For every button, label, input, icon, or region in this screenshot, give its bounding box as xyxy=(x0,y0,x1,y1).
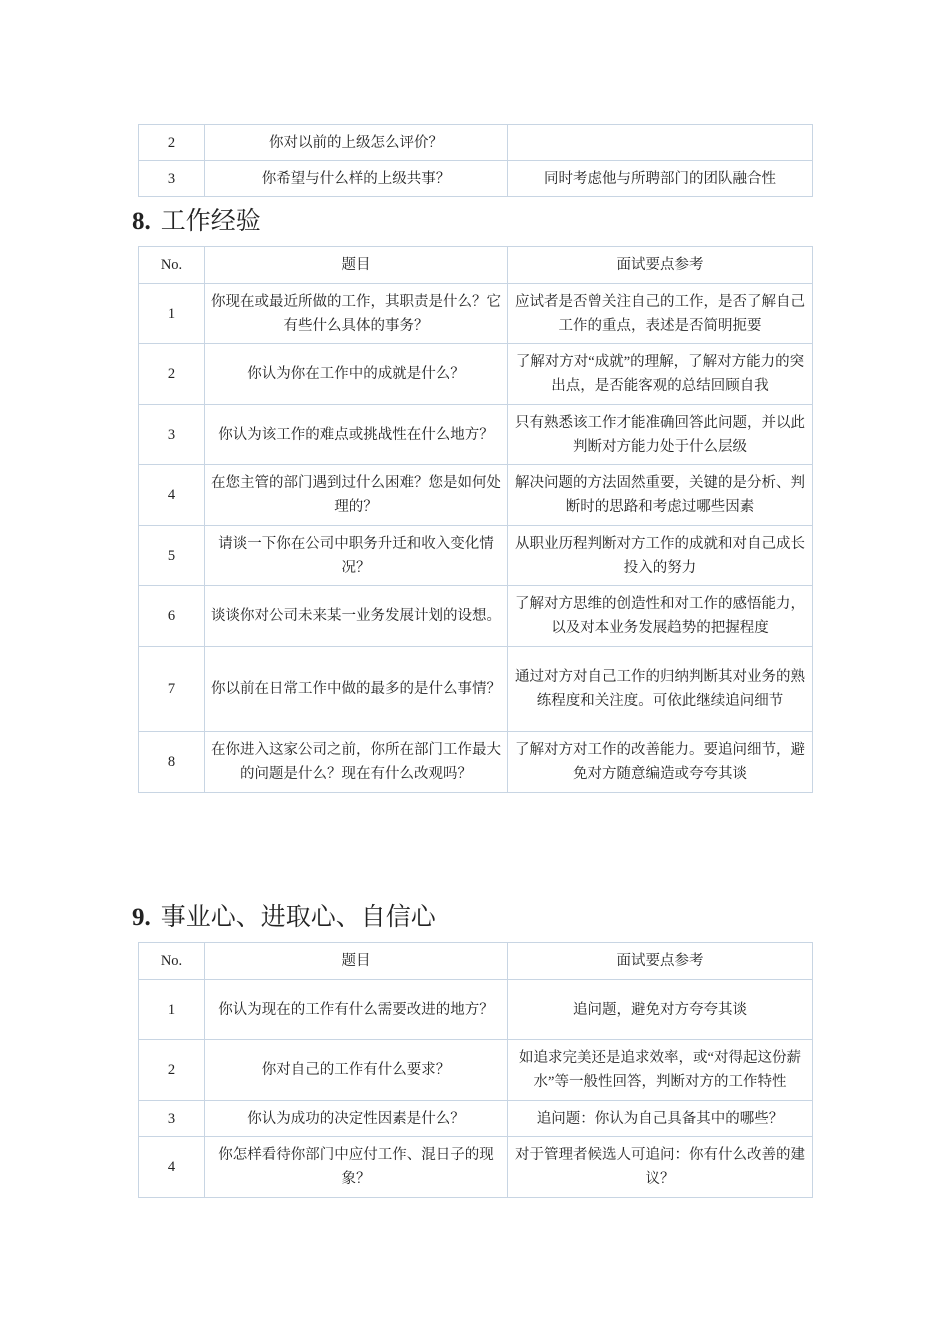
section-number: 8 xyxy=(132,208,145,235)
row-number: 4 xyxy=(139,465,205,526)
table-row xyxy=(139,344,813,405)
question-cell: 你希望与什么样的上级共事？ xyxy=(205,161,508,197)
section-title: 事业心、进取心、自信心 xyxy=(160,902,436,931)
table-body xyxy=(139,247,813,793)
row-number: 5 xyxy=(139,526,205,586)
table-row xyxy=(139,732,813,793)
reference-cell: 解决问题的方法固然重要，关键的是分析、判断时的思路和考虑过哪些因素 xyxy=(508,465,813,526)
question-cell: 你对以前的上级怎么评价？ xyxy=(205,125,508,161)
table-row xyxy=(139,125,813,161)
reference-cell: 了解对方对工作的改善能力。要追问细节，避免对方随意编造或夸夸其谈 xyxy=(508,732,813,793)
header-question: 题目 xyxy=(205,943,508,980)
reference-cell: 通过对方对自己工作的归纳判断其对业务的熟练程度和关注度。可依此继续追问细节 xyxy=(508,647,813,732)
row-number: 3 xyxy=(139,161,205,197)
row-number: 3 xyxy=(139,1101,205,1137)
table-row xyxy=(139,465,813,526)
question-cell: 在您主管的部门遇到过什么困难？您是如何处理的？ xyxy=(205,465,508,526)
question-cell: 请谈一下你在公司中职务升迁和收入变化情况？ xyxy=(205,526,508,586)
section-separator: . xyxy=(144,904,151,931)
table-row xyxy=(139,1101,813,1137)
reference-cell: 从职业历程判断对方工作的成就和对自己成长投入的努力 xyxy=(508,526,813,586)
section-8-heading xyxy=(132,206,261,237)
question-cell: 你认为你在工作中的成就是什么？ xyxy=(205,344,508,405)
table-row xyxy=(139,284,813,344)
row-number: 1 xyxy=(139,980,205,1040)
question-cell: 你认为现在的工作有什么需要改进的地方？ xyxy=(205,980,508,1040)
header-no: No. xyxy=(139,247,205,284)
header-no: No. xyxy=(139,943,205,980)
row-number: 1 xyxy=(139,284,205,344)
table-header-row xyxy=(139,247,813,284)
table-row xyxy=(139,526,813,586)
reference-cell: 追问题：你认为自己具备其中的哪些？ xyxy=(508,1101,813,1137)
row-number: 6 xyxy=(139,586,205,647)
table-row xyxy=(139,161,813,197)
table-header-row xyxy=(139,943,813,980)
table-row xyxy=(139,405,813,465)
row-number: 2 xyxy=(139,1040,205,1101)
reference-cell: 了解对方思维的创造性和对工作的感悟能力，以及对本业务发展趋势的把握程度 xyxy=(508,586,813,647)
row-number: 7 xyxy=(139,647,205,732)
question-cell: 你以前在日常工作中做的最多的是什么事情？ xyxy=(205,647,508,732)
row-number: 4 xyxy=(139,1137,205,1198)
section-title: 工作经验 xyxy=(160,206,261,235)
question-cell: 你对自己的工作有什么要求？ xyxy=(205,1040,508,1101)
row-number: 3 xyxy=(139,405,205,465)
header-reference: 面试要点参考 xyxy=(508,943,813,980)
motivation-table xyxy=(138,942,813,1198)
table-row xyxy=(139,1137,813,1198)
table-body xyxy=(139,943,813,1198)
reference-cell: 对于管理者候选人可追问：你有什么改善的建议？ xyxy=(508,1137,813,1198)
table-row xyxy=(139,586,813,647)
reference-cell: 应试者是否曾关注自己的工作，是否了解自己工作的重点，表述是否简明扼要 xyxy=(508,284,813,344)
reference-cell: 同时考虑他与所聘部门的团队融合性 xyxy=(508,161,813,197)
question-cell: 在你进入这家公司之前，你所在部门工作最大的问题是什么？现在有什么改观吗？ xyxy=(205,732,508,793)
reference-cell: 如追求完美还是追求效率，或“对得起这份薪水”等一般性回答，判断对方的工作特性 xyxy=(508,1040,813,1101)
question-cell: 谈谈你对公司未来某一业务发展计划的设想。 xyxy=(205,586,508,647)
row-number: 2 xyxy=(139,344,205,405)
header-reference: 面试要点参考 xyxy=(508,247,813,284)
table-row xyxy=(139,1040,813,1101)
row-number: 8 xyxy=(139,732,205,793)
work-experience-table xyxy=(138,246,813,793)
reference-cell: 了解对方对“成就”的理解，了解对方能力的突出点，是否能客观的总结回顾自我 xyxy=(508,344,813,405)
header-question: 题目 xyxy=(205,247,508,284)
reference-cell xyxy=(508,125,813,161)
table-row xyxy=(139,980,813,1040)
reference-cell: 只有熟悉该工作才能准确回答此问题，并以此判断对方能力处于什么层级 xyxy=(508,405,813,465)
row-number: 2 xyxy=(139,125,205,161)
question-cell: 你认为成功的决定性因素是什么？ xyxy=(205,1101,508,1137)
reference-cell: 追问题，避免对方夸夸其谈 xyxy=(508,980,813,1040)
previous-section-table-continued xyxy=(138,124,813,197)
table-row xyxy=(139,647,813,732)
question-cell: 你现在或最近所做的工作，其职责是什么？它有些什么具体的事务？ xyxy=(205,284,508,344)
section-separator: . xyxy=(144,208,151,235)
question-cell: 你怎样看待你部门中应付工作、混日子的现象？ xyxy=(205,1137,508,1198)
section-number: 9 xyxy=(132,904,145,931)
question-cell: 你认为该工作的难点或挑战性在什么地方？ xyxy=(205,405,508,465)
table-body xyxy=(139,125,813,197)
section-9-heading xyxy=(132,902,436,933)
